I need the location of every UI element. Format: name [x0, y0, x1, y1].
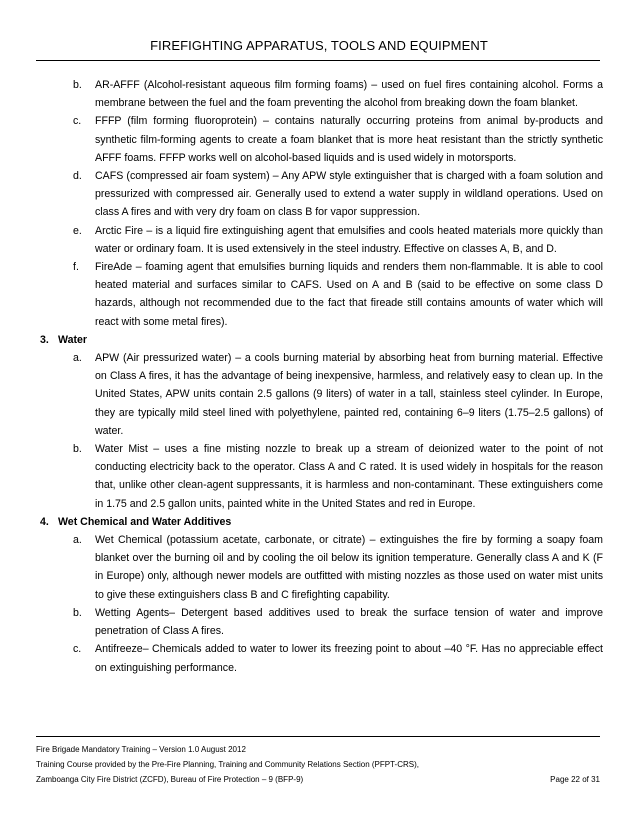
list-item-water-mist — [36, 440, 603, 513]
list-marker: f. — [73, 261, 79, 274]
list-marker: c. — [73, 115, 82, 128]
footer-line-course: Training Course provided by the Pre-Fire Planning, Training and Community Relations Section (PFPT-CRS), — [36, 760, 419, 769]
list-item-text: FireAde – foaming agent that emulsifies burning liquids and renders them non-flammable. It is able to cool heated material and surfaces similar to CAFS. Used on A and B (said to be effective on some class D hazards, although not recommended due to the fact that fireade still contains amounts of water which will react with some metal fires). — [95, 261, 603, 328]
section-heading-wet-chemical — [36, 513, 603, 531]
footer-divider — [36, 736, 600, 737]
list-marker: d. — [73, 170, 82, 183]
footer-line-district: Zamboanga City Fire District (ZCFD), Bureau of Fire Protection – 9 (BFP-9) — [36, 775, 304, 784]
list-item-text: Wet Chemical (potassium acetate, carbonate, or citrate) – extinguishes the fire by forming a soapy foam blanket over the burning oil and by cooling the oil below its ignition temperature. Generally class A and K (F in Europe) only, although newer models are outfitted with misting nozzles as those used on water mist units to give these extinguishers class B and C firefighting capability. — [95, 534, 603, 601]
list-marker: b. — [73, 443, 82, 456]
page-header-title: FIREFIGHTING APPARATUS, TOOLS AND EQUIPMENT — [150, 38, 488, 53]
list-marker: b. — [73, 606, 82, 619]
list-item-text: CAFS (compressed air foam system) – Any APW style extinguisher that is charged with a foam solution and pressurized with compressed air. Generally used to extend a water supply in wildland operations. Used on class A fires and with very dry foam on class B for vapor suppression. — [95, 170, 603, 219]
section-title: Water — [58, 333, 88, 346]
list-item-text: FFFP (film forming fluoroprotein) – contains naturally occurring proteins from animal by-products and synthetic film-forming agents to create a foam blanket that is more heat resistant than the strictly synthetic AFFF foams. FFFP works well on alcohol-based liquids and is used widely in motorsports. — [95, 115, 603, 164]
list-item-fireade — [36, 258, 603, 331]
section-heading-water — [36, 331, 603, 349]
section-title: Wet Chemical and Water Additives — [58, 515, 232, 528]
document-body — [36, 76, 603, 677]
list-item-fffp — [36, 112, 603, 167]
section-number: 4. — [40, 515, 49, 528]
list-item-wet-chemical — [36, 531, 603, 604]
list-item-text: APW (Air pressurized water) – a cools burning material by absorbing heat from burning material. Effective on Class A fires, it has the advantage of being inexpensive, harmless, and relatively easy to clean up. In the United States, APW units contain 2.5 gallons (9 liters) of water in a tall, stainless steel cylinder. In Europe, they are typically mild steel lined with polyethylene, painted red, containing 6–9 liters (1.75–2.5 gallons) of water. — [95, 352, 603, 437]
footer-line-version: Fire Brigade Mandatory Training – Version 1.0 August 2012 — [36, 745, 246, 754]
list-item-text: Antifreeze– Chemicals added to water to lower its freezing point to about –40 °F. Has no appreciable effect on extinguishing performance. — [95, 643, 603, 674]
section-number: 3. — [40, 333, 49, 346]
list-item-antifreeze — [36, 640, 603, 676]
list-item-apw — [36, 349, 603, 440]
list-marker: e. — [73, 224, 82, 237]
list-marker: a. — [73, 352, 82, 365]
list-item-arctic-fire — [36, 222, 603, 258]
list-item-text: Arctic Fire – is a liquid fire extinguishing agent that emulsifies and cools heated materials more quickly than water or ordinary foam. It is used extensively in the steel industry. Effective on classes A, B, and D. — [95, 224, 603, 255]
list-item-text: AR-AFFF (Alcohol-resistant aqueous film forming foams) – used on fuel fires containing alcohol. Forms a membrane between the fuel and the foam preventing the alcohol from breaking down the foam blanket. — [95, 79, 603, 110]
list-marker: b. — [73, 79, 82, 91]
list-marker: a. — [73, 534, 82, 547]
list-marker: c. — [73, 643, 82, 656]
list-item-cafs — [36, 167, 603, 222]
list-item-wetting-agents — [36, 604, 603, 640]
list-item-ar-afff — [36, 76, 603, 112]
header-divider — [36, 60, 600, 61]
list-item-text: Water Mist – uses a fine misting nozzle to break up a stream of deionized water to the point of not conducting electricity back to the operator. Class A and C rated. It is used widely in hospitals for the reason that, unlike other clean-agent suppressants, it is harmless and non-contaminant. These extinguishers come in 1.75 and 2.5 gallon units, painted white in the United States and red in Europe. — [95, 443, 603, 510]
page-number: Page 22 of 31 — [550, 775, 600, 784]
list-item-text: Wetting Agents– Detergent based additives used to break the surface tension of water and improve penetration of Class A fires. — [95, 606, 603, 638]
